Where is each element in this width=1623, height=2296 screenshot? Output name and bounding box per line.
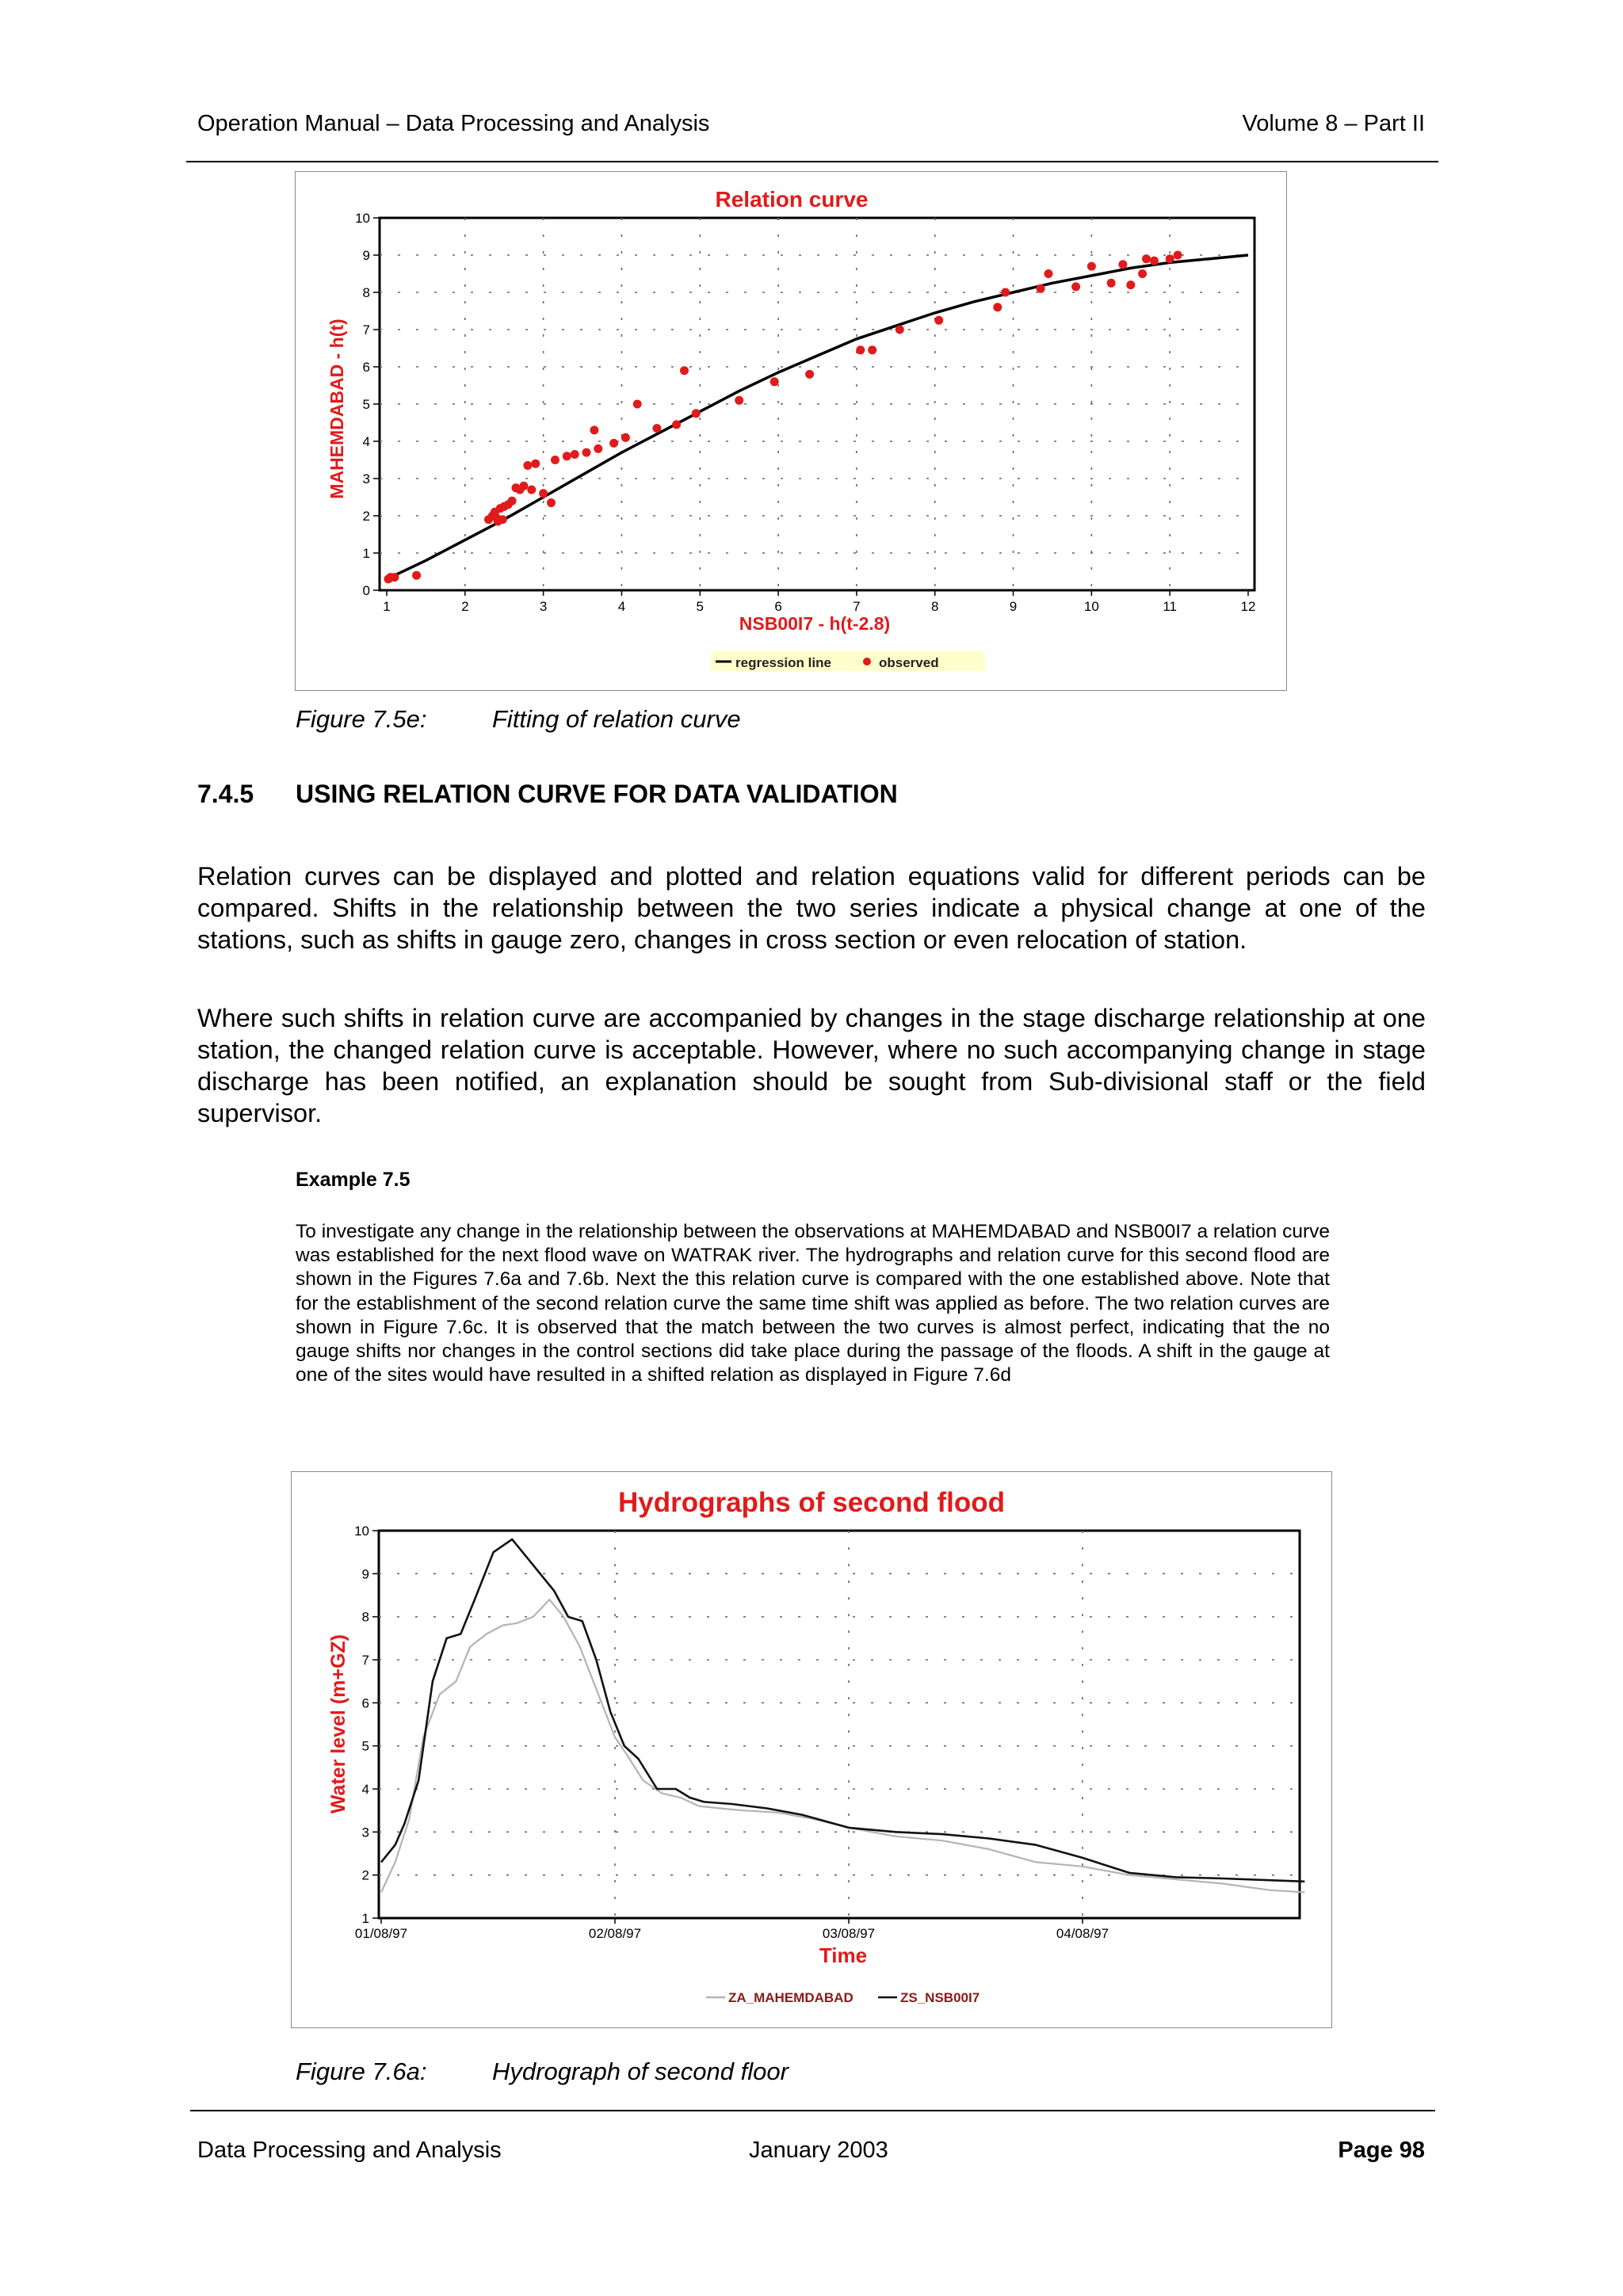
series-line-zs_nsb00i7 <box>381 1539 1304 1882</box>
observed-point <box>1138 269 1147 278</box>
observed-point <box>1118 260 1127 269</box>
figure-relation-curve <box>295 171 1287 691</box>
figure-caption-7-5e <box>296 705 741 734</box>
observed-point <box>1174 251 1182 260</box>
legend-observed: observed <box>879 655 939 670</box>
y-tick-label: 3 <box>362 471 370 486</box>
x-tick-label: 03/08/97 <box>822 1926 876 1941</box>
y-axis-label: MAHEMDABAD - h(t) <box>327 318 347 499</box>
legend-regression-line: regression line <box>735 655 831 670</box>
x-tick-labels <box>383 599 1255 614</box>
x-tick-label: 9 <box>1009 599 1018 614</box>
example-title: Example 7.5 <box>296 1169 411 1191</box>
x-tick-label: 7 <box>853 599 861 614</box>
observed-point <box>672 420 681 429</box>
chart-title: Hydrographs of second flood <box>617 1487 1006 1518</box>
observed-point <box>856 345 865 354</box>
footer-left: Data Processing and Analysis <box>197 2138 502 2163</box>
footer-page-number: Page 98 <box>1338 2138 1425 2163</box>
series-line-za_mahemdabad <box>381 1600 1304 1892</box>
hydrograph-chart <box>292 1472 1331 2027</box>
observed-point <box>571 450 579 459</box>
y-tick-label: 8 <box>362 285 370 300</box>
y-tick-label: 6 <box>362 360 370 375</box>
y-tick-label: 1 <box>362 546 370 561</box>
y-tick-label: 8 <box>361 1609 369 1625</box>
observed-point <box>590 425 598 434</box>
observed-point <box>551 456 559 464</box>
x-tick-label: 2 <box>461 599 469 614</box>
observed-point <box>1126 280 1135 289</box>
observed-point <box>621 433 630 442</box>
observed-point <box>1150 257 1159 265</box>
observed-point <box>390 573 399 582</box>
gridlines <box>372 1531 1300 1924</box>
x-tick-label: 04/08/97 <box>1056 1926 1109 1941</box>
observed-point <box>582 448 591 457</box>
observed-point <box>498 515 507 524</box>
x-tick-label: 4 <box>617 599 626 614</box>
y-tick-label: 6 <box>361 1695 369 1711</box>
y-tick-labels <box>355 211 370 598</box>
observed-point <box>1142 254 1151 263</box>
gridlines <box>373 218 1254 596</box>
example-text: To investigate any change in the relationship between the observations at MAHEMDABAD and NSB00I7 a relation curve was established for the next flood wave on WATRAK river. The hydrographs and relation curve for this second flood are shown in the Figures 7.6a and 7.6b. Next the this relation curve is compared with the one established above. Note that for the establishment of the second relation curve the same time shift was applied as before. The two relation curves are shown in Figure 7.6c. It is observed that the match between the two curves is almost perfect, indicating that the no gauge shifts nor changes in the control sections did take place during the passage of the floods. A shift in the gauge at one of the sites would have resulted in a shifted relation as displayed in Figure 7.6d <box>296 1221 1330 1386</box>
observed-point <box>531 460 540 468</box>
y-tick-label: 7 <box>361 1653 369 1668</box>
plot-frame <box>379 1531 1300 1918</box>
x-tick-labels <box>355 1926 1109 1941</box>
x-tick-label: 8 <box>930 599 939 614</box>
observed-point <box>735 396 743 405</box>
x-tick-label: 5 <box>696 599 705 614</box>
observed-point <box>1037 284 1045 293</box>
observed-point <box>1001 288 1010 297</box>
regression-line <box>387 255 1248 579</box>
observed-point <box>539 489 548 498</box>
observed-point <box>508 497 517 505</box>
observed-point <box>523 461 532 470</box>
section-heading <box>197 780 898 809</box>
figure-caption-7-6a <box>296 2058 789 2086</box>
observed-point <box>563 452 571 460</box>
y-tick-label: 5 <box>361 1738 369 1754</box>
y-tick-label: 10 <box>355 211 370 226</box>
x-tick-label: 10 <box>1083 599 1099 614</box>
y-tick-label: 2 <box>361 1867 369 1883</box>
section-title: USING RELATION CURVE FOR DATA VALIDATION <box>296 780 898 808</box>
observed-point <box>805 370 814 379</box>
y-tick-label: 0 <box>362 583 370 598</box>
x-tick-label: 3 <box>539 599 548 614</box>
observed-point <box>652 424 661 433</box>
section-number: 7.4.5 <box>197 780 254 808</box>
series-lines <box>381 1539 1304 1892</box>
y-tick-label: 4 <box>362 434 370 449</box>
running-header-left: Operation Manual – Data Processing and Analysis <box>197 111 710 136</box>
observed-point <box>519 482 528 490</box>
y-tick-label: 9 <box>361 1566 369 1582</box>
y-tick-label: 3 <box>361 1825 369 1840</box>
observed-point <box>594 444 602 453</box>
body-paragraph-2: Where such shifts in relation curve are accompanied by changes in the stage discharge relationship at one station, the changed relation curve is acceptable. However, where no such accompanying change in stage discharge has been notified, an explanation should be sought from Sub-divisional staff or the field supervisor. <box>197 1004 1426 1127</box>
observed-point <box>547 498 556 507</box>
y-tick-label: 2 <box>362 509 370 524</box>
observed-point <box>1166 254 1174 263</box>
caption-label: Figure 7.5e: <box>296 705 427 733</box>
observed-point <box>993 303 1002 311</box>
relation-curve-chart <box>296 172 1286 690</box>
observed-point <box>692 409 701 418</box>
x-tick-label: 12 <box>1240 599 1256 614</box>
legend-nsb00i7: ZS_NSB00I7 <box>900 1990 980 2005</box>
chart-title: Relation curve <box>715 187 869 212</box>
observed-point <box>770 377 779 386</box>
x-tick-label: 02/08/97 <box>588 1926 642 1941</box>
caption-text: Fitting of relation curve <box>492 705 741 733</box>
caption-text: Hydrograph of second floor <box>492 2058 789 2085</box>
x-tick-label: 11 <box>1163 599 1178 614</box>
body-paragraph-1: Relation curves can be displayed and plotted and relation equations valid for different periods can be compared. Shifts in the relationship between the two series indicate a physical change at one of the stations, such as shifts in gauge zero, changes in cross section or even relocation of station. <box>197 862 1426 954</box>
legend-mahemdabad: ZA_MAHEMDABAD <box>728 1990 854 2005</box>
observed-point <box>412 571 421 580</box>
observed-point <box>609 439 618 448</box>
observed-point <box>527 486 536 494</box>
y-tick-label: 5 <box>362 397 370 412</box>
y-tick-labels <box>354 1524 369 1926</box>
observed-point <box>633 400 642 409</box>
x-tick-label: 1 <box>383 599 391 614</box>
y-tick-label: 10 <box>354 1524 369 1539</box>
y-tick-label: 9 <box>362 248 370 263</box>
y-tick-label: 1 <box>361 1911 369 1926</box>
observed-point <box>1044 269 1053 278</box>
x-tick-label: 6 <box>774 599 782 614</box>
observed-point <box>896 326 904 334</box>
y-tick-label: 4 <box>361 1782 369 1797</box>
running-header-right: Volume 8 – Part II <box>1242 111 1425 136</box>
footer-date: January 2003 <box>749 2138 888 2163</box>
x-axis-label: NSB00I7 - h(t-2.8) <box>739 613 891 634</box>
observed-point <box>1107 279 1116 288</box>
footer-rule <box>190 2110 1435 2111</box>
x-tick-label: 01/08/97 <box>354 1926 408 1941</box>
observed-point <box>680 366 689 375</box>
y-axis-label: Water level (m+GZ) <box>327 1634 349 1814</box>
observed-point <box>1087 262 1096 271</box>
observed-point <box>934 316 943 325</box>
y-tick-label: 7 <box>362 322 370 338</box>
observed-point <box>1071 282 1080 291</box>
observed-point <box>868 345 876 354</box>
header-rule <box>186 161 1438 162</box>
legend-point-swatch <box>863 658 871 666</box>
observed-points <box>384 251 1182 584</box>
figure-hydrographs <box>291 1471 1332 2028</box>
caption-label: Figure 7.6a: <box>296 2058 427 2085</box>
x-axis-label: Time <box>819 1943 868 1967</box>
